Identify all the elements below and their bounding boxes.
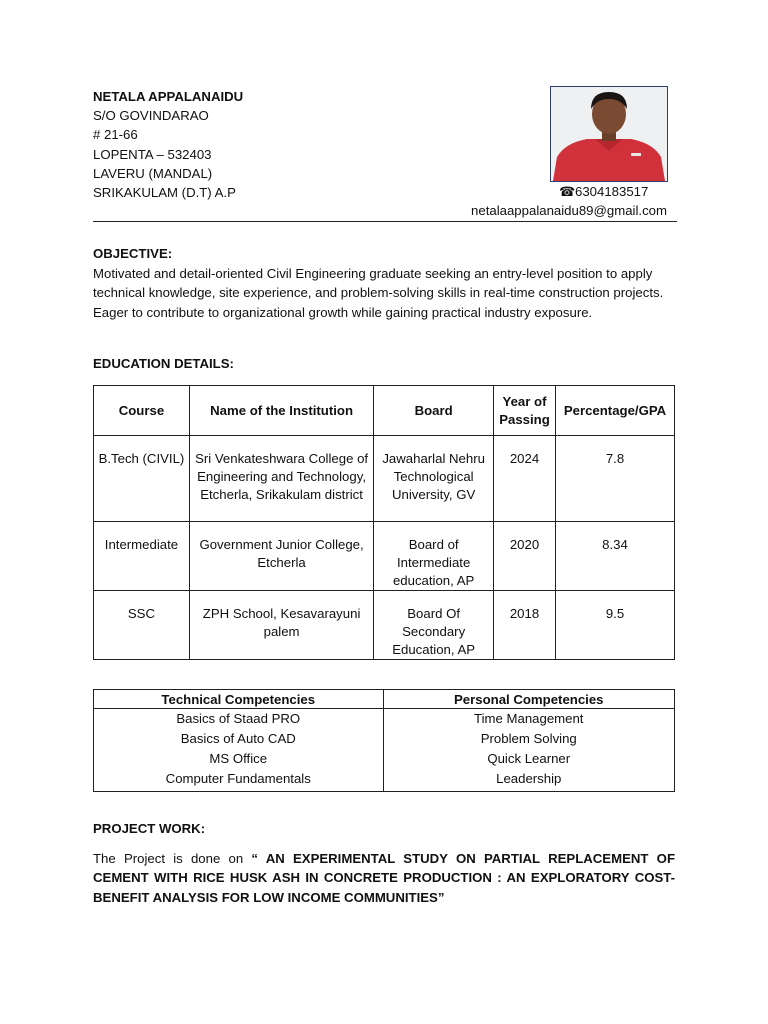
year-cell: 2020: [494, 522, 556, 591]
course-cell: Intermediate: [94, 522, 190, 591]
profile-photo: [550, 86, 668, 182]
address-line: SRIKAKULAM (D.T) A.P: [93, 185, 236, 201]
objective-heading: OBJECTIVE:: [93, 246, 173, 261]
personal-skill: Time Management: [383, 709, 675, 730]
institution-cell: Government Junior College, Etcherla: [189, 522, 373, 591]
column-header: Course: [94, 386, 190, 436]
technical-skill: Computer Fundamentals: [94, 769, 384, 792]
education-table: [93, 385, 675, 660]
address-line: # 21-66: [93, 127, 138, 143]
column-header: Board: [374, 386, 494, 436]
education-header-row: [94, 386, 675, 436]
course-cell: SSC: [94, 591, 190, 660]
email-address: netalaappalanaidu89@gmail.com: [471, 203, 667, 218]
competencies-table: [93, 689, 675, 792]
table-row: [94, 522, 675, 591]
score-cell: 8.34: [556, 522, 675, 591]
header-divider: [93, 221, 677, 222]
table-row: [94, 769, 675, 792]
institution-cell: ZPH School, Kesavarayuni palem: [189, 591, 373, 660]
column-header: Year of Passing: [494, 386, 556, 436]
personal-competencies-header: Personal Competencies: [383, 690, 675, 709]
profile-photo-image: [551, 87, 667, 181]
address-line: LOPENTA – 532403: [93, 146, 212, 162]
project-intro: The Project is done on: [93, 851, 252, 866]
project-title: “ AN EXPERIMENTAL STUDY ON PARTIAL REPLACEMENT OF CEMENT WITH RICE HUSK ASH IN CONCRETE PRODUCTION : AN EXPLORATORY COST- BENEFIT ANALYSIS FOR LOW INCOME COMMUNITIES”: [93, 851, 675, 905]
technical-competencies-header: Technical Competencies: [94, 690, 384, 709]
year-cell: 2024: [494, 436, 556, 522]
phone-line: [559, 184, 648, 200]
board-cell: Jawaharlal Nehru Technological University, GV: [374, 436, 494, 522]
address-line: S/O GOVINDARAO: [93, 108, 209, 124]
table-row: [94, 749, 675, 769]
competencies-header-row: [94, 690, 675, 709]
year-cell: 2018: [494, 591, 556, 660]
objective-text: Motivated and detail-oriented Civil Engineering graduate seeking an entry-level position to apply technical knowledge, site experience, and problem-solving skills in real-time construction projects. Eager to contribute to organizational growth while gaining practical industry exposure.: [93, 266, 664, 320]
technical-skill: Basics of Staad PRO: [94, 709, 384, 730]
technical-skill: MS Office: [94, 749, 384, 769]
education-heading: EDUCATION DETAILS:: [93, 356, 234, 371]
score-cell: 9.5: [556, 591, 675, 660]
score-cell: 7.8: [556, 436, 675, 522]
project-text: [93, 849, 675, 907]
table-row: [94, 729, 675, 749]
personal-skill: Quick Learner: [383, 749, 675, 769]
personal-skill: Problem Solving: [383, 729, 675, 749]
address-line: LAVERU (MANDAL): [93, 165, 213, 181]
table-row: [94, 591, 675, 660]
personal-skill: Leadership: [383, 769, 675, 792]
institution-cell: Sri Venkateshwara College of Engineering and Technology, Etcherla, Srikakulam district: [189, 436, 373, 522]
address-block: [93, 87, 243, 202]
table-row: [94, 709, 675, 730]
candidate-name: NETALA APPALANAIDU: [93, 89, 244, 104]
technical-skill: Basics of Auto CAD: [94, 729, 384, 749]
phone-icon: ☎: [559, 184, 576, 199]
phone-number: 6304183517: [575, 184, 649, 199]
column-header: Name of the Institution: [189, 386, 373, 436]
project-heading: PROJECT WORK:: [93, 821, 206, 836]
table-row: [94, 436, 675, 522]
board-cell: Board Of Secondary Education, AP: [374, 591, 494, 660]
column-header: Percentage/GPA: [556, 386, 675, 436]
course-cell: B.Tech (CIVIL): [94, 436, 190, 522]
board-cell: Board of Intermediate education, AP: [374, 522, 494, 591]
